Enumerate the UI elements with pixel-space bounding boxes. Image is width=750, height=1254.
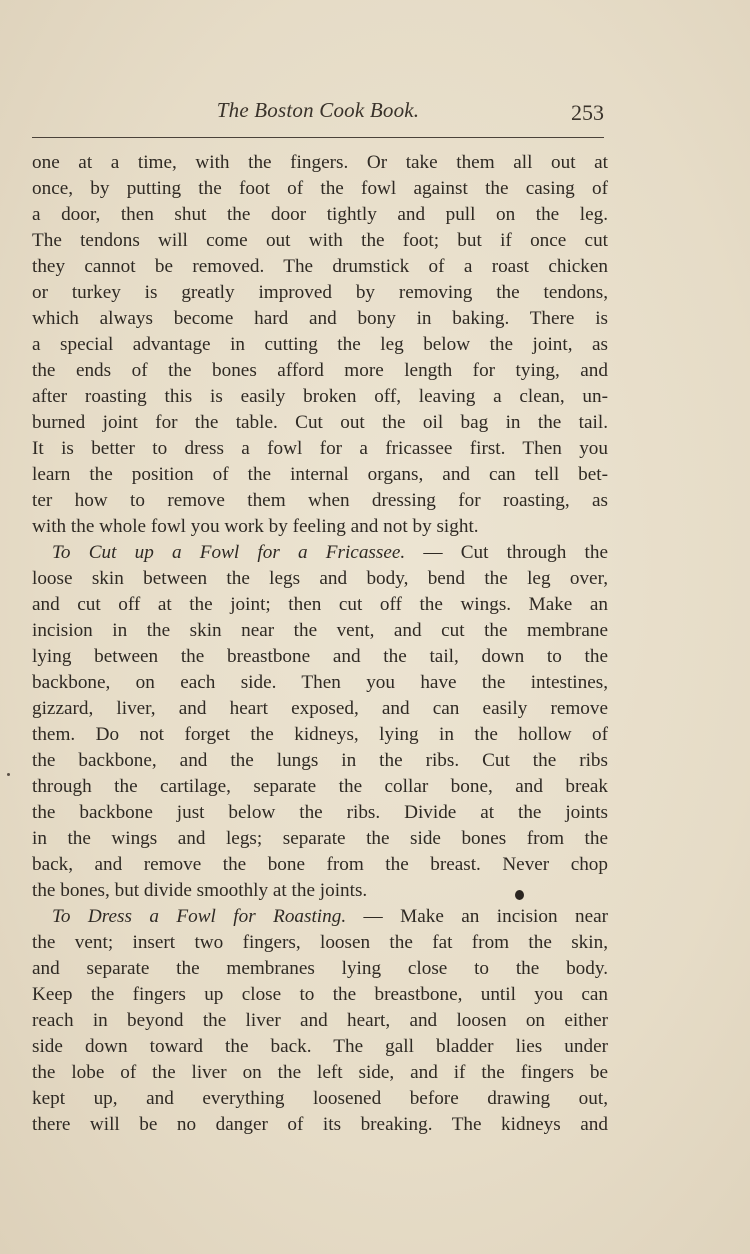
page-header [32,98,604,132]
text-line: there will be no danger of its breaking. The kidneys and [32,1114,608,1135]
text-line: the backbone just below the ribs. Divide at the joints [32,802,608,823]
text-line: with the whole fowl you work by feeling and not by sight. [32,516,479,537]
text-line: lying between the breastbone and the tail, down to the [32,646,608,667]
text-line: back, and remove the bone from the breast. Never chop [32,854,608,875]
text-line: and separate the membranes lying close to the body. [32,958,608,979]
text-line: once, by putting the foot of the fowl against the casing of [32,178,608,199]
text-line: incision in the skin near the vent, and cut the membrane [32,620,608,641]
text-line: the lobe of the liver on the left side, and if the fingers be [32,1062,608,1083]
section-heading-line: To Dress a Fowl for Roasting. — Make an incision near [52,906,608,927]
text-line: through the cartilage, separate the collar bone, and break [32,776,608,797]
text-line: ter how to remove them when dressing for roasting, as [32,490,608,511]
text-line: It is better to dress a fowl for a fricassee first. Then you [32,438,608,459]
text-line: them. Do not forget the kidneys, lying in the hollow of [32,724,608,745]
text-line: Keep the fingers up close to the breastbone, until you can [32,984,608,1005]
text-line: a door, then shut the door tightly and pull on the leg. [32,204,608,225]
text-line: after roasting this is easily broken off, leaving a clean, un- [32,386,608,407]
text-line: the backbone, and the lungs in the ribs. Cut the ribs [32,750,608,771]
text-line: a special advantage in cutting the leg below the joint, as [32,334,608,355]
text-line: they cannot be removed. The drumstick of a roast chicken [32,256,608,277]
text-line: kept up, and everything loosened before drawing out, [32,1088,608,1109]
section-heading: To Cut up a Fowl for a Fricassee. [52,542,406,563]
text-line: backbone, on each side. Then you have the intestines, [32,672,608,693]
text-line: learn the position of the internal organs, and can tell bet- [32,464,608,485]
section-heading: To Dress a Fowl for Roasting. [52,906,347,927]
text-line: the ends of the bones afford more length for tying, and [32,360,608,381]
text-line: side down toward the back. The gall bladder lies under [32,1036,608,1057]
text-line: reach in beyond the liver and heart, and loosen on either [32,1010,608,1031]
text-line: which always become hard and bony in baking. There is [32,308,608,329]
ink-blot [515,890,524,900]
text-line: loose skin between the legs and body, bend the leg over, [32,568,608,589]
section-heading-line: To Cut up a Fowl for a Fricassee. — Cut through the [52,542,609,563]
text-line: in the wings and legs; separate the side bones from the [32,828,608,849]
text-line: burned joint for the table. Cut out the oil bag in the tail. [32,412,608,433]
paper-speck [7,773,10,776]
body-text [32,150,608,1138]
text-line: or turkey is greatly improved by removing the tendons, [32,282,608,303]
header-rule [32,137,604,138]
text-line: and cut off at the joint; then cut off the wings. Make an [32,594,608,615]
text-line: the bones, but divide smoothly at the joints. [32,880,368,901]
page-number: 253 [571,100,604,125]
text-line: The tendons will come out with the foot; but if once cut [32,230,608,251]
text-line: the vent; insert two fingers, loosen the fat from the skin, [32,932,608,953]
running-title: The Boston Cook Book. [216,98,420,122]
text-line: gizzard, liver, and heart exposed, and can easily remove [32,698,608,719]
text-line: one at a time, with the fingers. Or take them all out at [32,152,608,173]
